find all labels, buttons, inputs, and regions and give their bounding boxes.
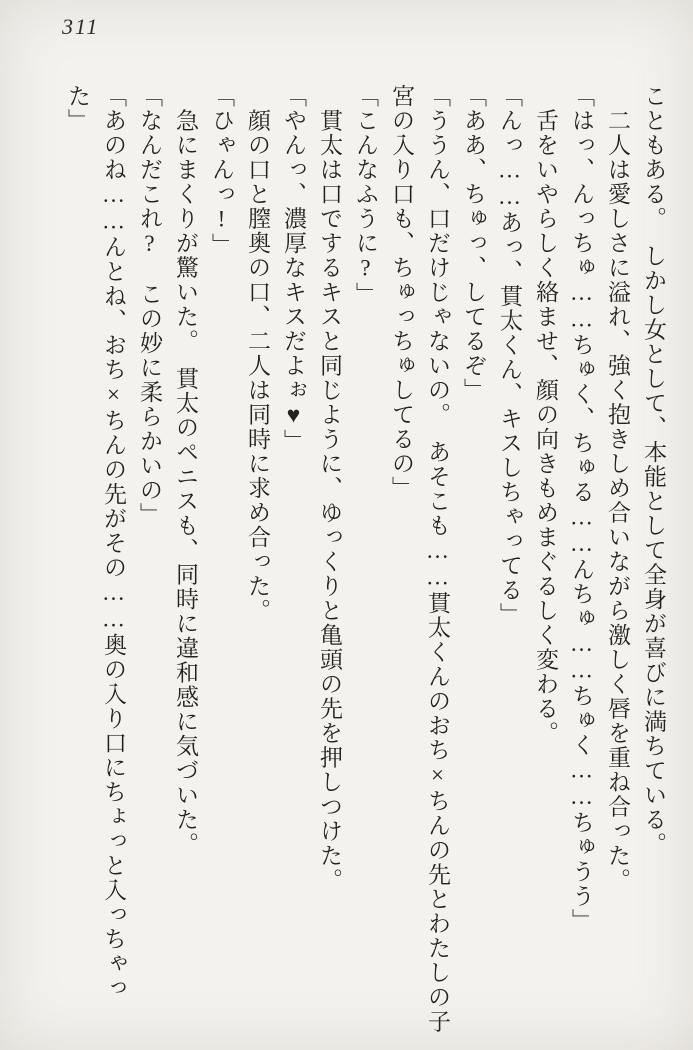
text-column: 舌をいやらしく絡ませ、顔の向きもめまぐるしく変わる。 <box>533 84 558 746</box>
text-column: 顔の口と膣奥の口、二人は同時に求め合った。 <box>245 84 270 623</box>
page-number: 311 <box>62 14 100 39</box>
text-column: こともある。 しかし女として、本能として全身が喜びに満ちている。 <box>641 84 666 857</box>
text-column: 貫太は口でするキスと同じように、ゆっくりと亀頭の先を押しつけた。 <box>317 84 342 893</box>
text-column: 宮の入り口も、ちゅっちゅしてるの」 <box>389 84 414 501</box>
text-column: 「ひゃんっ!」 <box>209 84 234 258</box>
text-column: 「こんなふうに?」 <box>353 84 378 307</box>
text-block <box>59 84 671 1046</box>
text-column: 「んっ……あっ、貫太くん、キスしちゃってる」 <box>497 84 522 627</box>
text-column: 「ああ、ちゅっ、してるぞ」 <box>461 84 486 403</box>
text-column: た」 <box>65 84 90 133</box>
text-column: 二人は愛しさに溢れ、強く抱きしめ合いながら激しく唇を重ね合った。 <box>605 84 630 893</box>
text-column: 「ううん、口だけじゃないの。 あそこも……貫太くんのおち×ちんの先とわたしの子 <box>425 84 450 1034</box>
text-column: 急にまくりが驚いた。 貫太のペニスも、同時に違和感に気づいた。 <box>173 84 198 857</box>
text-column: 「やんっ、濃厚なキスだよぉ♥」 <box>281 84 306 454</box>
text-column: 「あのね……んとね、おち×ちんの先がその……奥の入り口にちょっと入っちゃっ <box>101 84 126 1001</box>
text-column: 「なんだこれ? この妙に柔らかいの」 <box>137 84 162 527</box>
text-column: 「はっ、んっちゅ……ちゅく、ちゅる……んちゅ……ちゅく……ちゅうう」 <box>569 84 594 933</box>
